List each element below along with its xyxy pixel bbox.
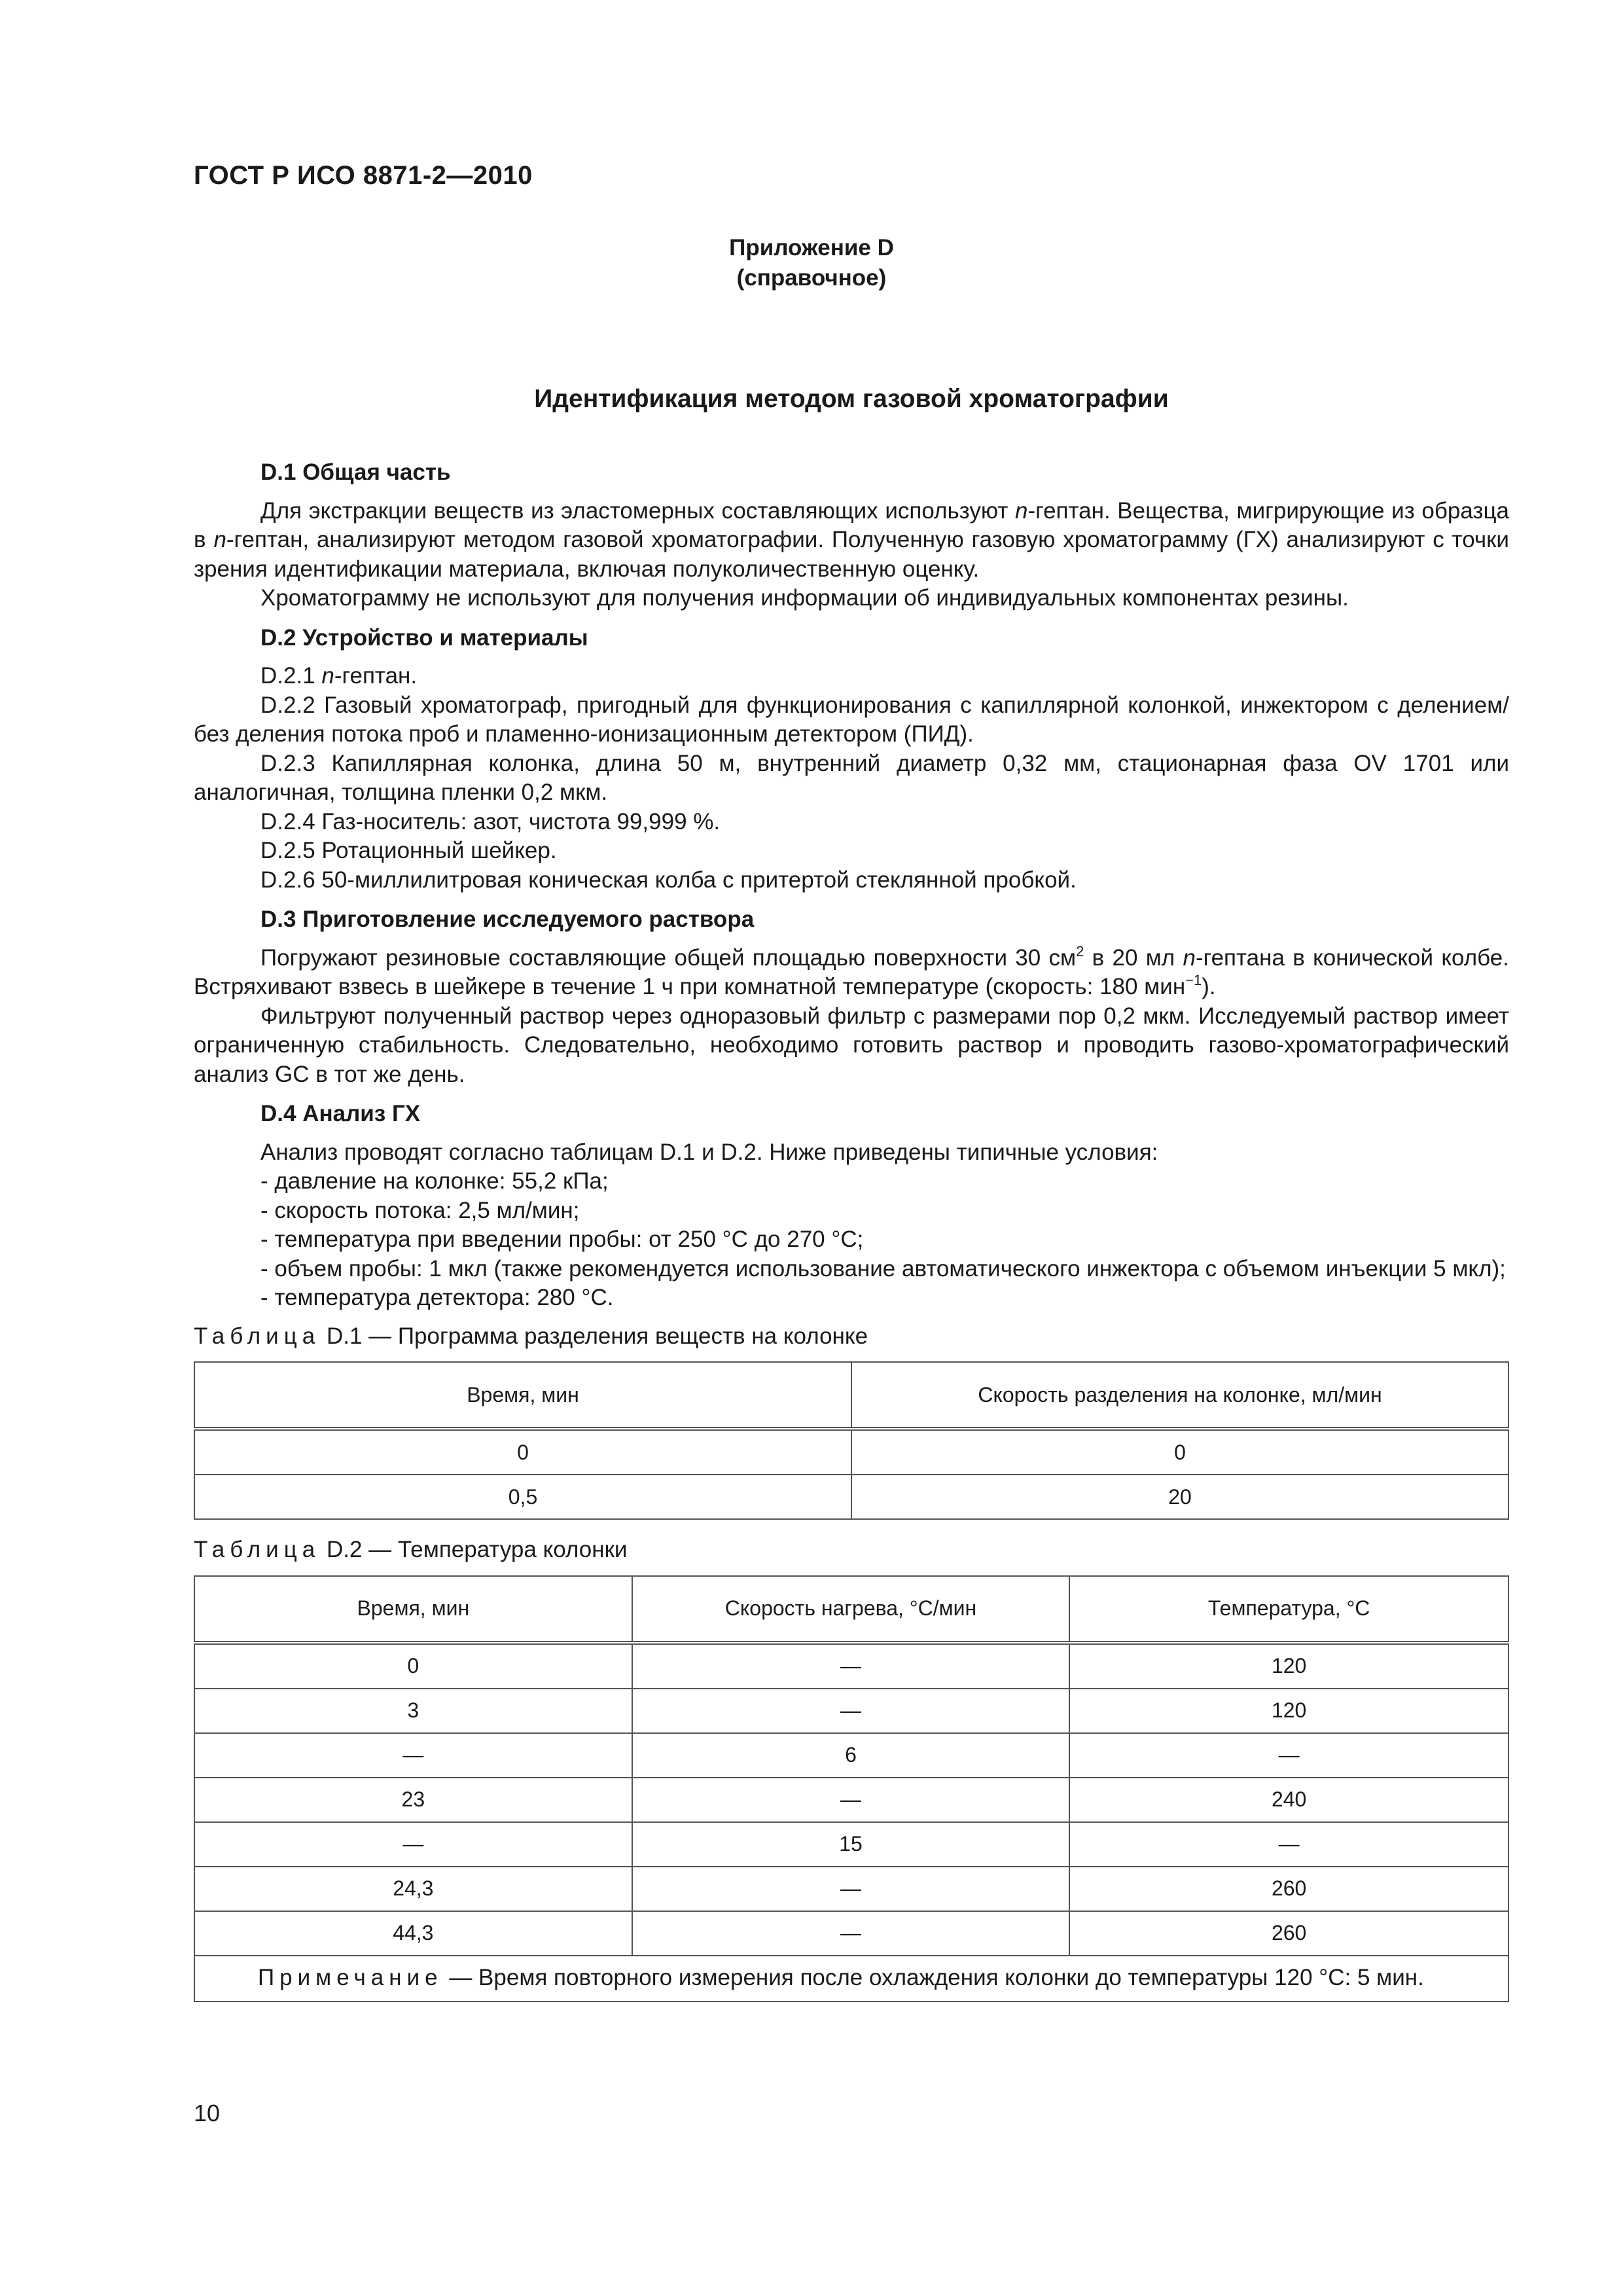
condition-sample-volume: - объем пробы: 1 мкл (также рекомендуется использование автоматического инжектора с объемом инъекции 5 мкл);: [260, 1255, 1506, 1282]
table-cell: —: [632, 1911, 1070, 1956]
standard-designation: ГОСТ Р ИСО 8871-2—2010: [194, 161, 533, 190]
table-cell: 260: [1069, 1867, 1508, 1911]
paragraph-d3-1: Погружают резиновые составляющие общей площадью поверхности 30 $см^2$ в 20 мл n-гептана в конической колбе. Встряхивают взвесь в шейкере в течение 1 ч при комнатной температуре (скорость: 180 мин$^{-1}$).: [194, 942, 1509, 999]
item-d2-3: D.2.3 Капиллярная колонка, длина 50 м, внутренний диаметр 0,32 мм, стационарная фаза OV 1701 или аналогичная, толщина пленки 0,2 мкм.: [194, 750, 1509, 805]
section-heading-d4: D.4 Анализ ГХ: [260, 1101, 421, 1126]
table-cell: —: [632, 1689, 1070, 1733]
table-header-cell: Время, мин: [194, 1576, 632, 1643]
table-cell: 0,5: [194, 1475, 851, 1519]
table-cell: 120: [1069, 1689, 1508, 1733]
item-d2-6: D.2.6 50-миллилитровая коническая колба с притертой стеклянной пробкой.: [260, 867, 1077, 893]
table-cell: 15: [632, 1822, 1070, 1867]
document-body: [194, 458, 1509, 2002]
table-cell: —: [194, 1733, 632, 1778]
condition-pressure: - давление на колонке: 55,2 кПа;: [260, 1168, 609, 1194]
table-header-cell: Скорость нагрева, °С/мин: [632, 1576, 1070, 1643]
table-cell: 240: [1069, 1778, 1508, 1822]
table-row: [194, 1867, 1508, 1911]
paragraph-d1-1: Для экстракции веществ из эластомерных составляющих используют n-гептан. Вещества, мигрирующие из образца в n-гептан, анализируют методом газовой хроматографии. Полученную газовую хроматограмму (ГХ) анализируют с точки зрения идентификации материала, включая полуколичественную оценку.: [194, 497, 1509, 582]
annex-label: [0, 233, 1623, 293]
item-d2-4: D.2.4 Газ-носитель: азот, чистота 99,999 %.: [260, 808, 721, 834]
table-d2: [194, 1575, 1509, 2002]
table-row: [194, 1689, 1508, 1733]
table-row: [194, 1429, 1508, 1475]
table-row: [194, 1911, 1508, 1956]
annex-heading: Идентификация методом газовой хроматографии: [534, 385, 1169, 413]
item-d2-5: D.2.5 Ротационный шейкер.: [260, 838, 557, 863]
section-heading-d3: D.3 Приготовление исследуемого раствора: [260, 906, 755, 932]
table-cell: 24,3: [194, 1867, 632, 1911]
table-cell: —: [1069, 1822, 1508, 1867]
table-cell: 3: [194, 1689, 632, 1733]
table-cell: —: [1069, 1733, 1508, 1778]
table-cell: 6: [632, 1733, 1070, 1778]
condition-flow: - скорость потока: 2,5 мл/мин;: [260, 1197, 580, 1223]
table-cell: —: [632, 1643, 1070, 1689]
table-cell: —: [194, 1822, 632, 1867]
table-cell: 260: [1069, 1911, 1508, 1956]
table-cell: 44,3: [194, 1911, 632, 1956]
item-d2-2: D.2.2 Газовый хроматограф, пригодный для функционирования с капиллярной колонкой, инжектором с делением/без деления потока проб и пламенно-ионизационным детектором (ПИД).: [194, 692, 1509, 747]
table-cell: 0: [851, 1429, 1508, 1475]
condition-injection-temp: - температура при введении пробы: от 250 °С до 270 °С;: [260, 1227, 864, 1252]
table-d1-caption: Таблица D.1 — Программа разделения веществ на колонке: [194, 1323, 868, 1349]
table-row: [194, 1733, 1508, 1778]
paragraph-d3-2: Фильтруют полученный раствор через одноразовый фильтр с размерами пор 0,2 мкм. Исследуемый раствор имеет ограниченную стабильность. Следовательно, необходимо готовить раствор и проводить газово-хроматографический анализ GC в тот же день.: [194, 1003, 1509, 1087]
paragraph-d4-intro: Анализ проводят согласно таблицам D.1 и D.2. Ниже приведены типичные условия:: [260, 1139, 1158, 1165]
table-cell: 23: [194, 1778, 632, 1822]
table-cell: 20: [851, 1475, 1508, 1519]
table-note-row: [194, 1956, 1508, 2001]
section-heading-d2: D.2 Устройство и материалы: [260, 624, 588, 651]
paragraph-d1-2: Хроматограмму не используют для получения информации об индивидуальных компонентах резины.: [260, 585, 1349, 611]
table-row: [194, 1822, 1508, 1867]
table-cell: —: [632, 1778, 1070, 1822]
item-d2-1: D.2.1 n-гептан.: [260, 663, 418, 689]
page-number: 10: [194, 2100, 221, 2126]
table-row: [194, 1475, 1508, 1519]
annex-title: Приложение D: [729, 235, 894, 260]
table-row: [194, 1778, 1508, 1822]
table-d2-caption: Таблица D.2 — Температура колонки: [194, 1537, 628, 1562]
condition-detector-temp: - температура детектора: 280 °С.: [260, 1285, 614, 1310]
section-heading-d1: D.1 Общая часть: [260, 459, 451, 485]
table-header-cell: Температура, °С: [1069, 1576, 1508, 1643]
table-header-cell: Скорость разделения на колонке, мл/мин: [851, 1362, 1508, 1429]
table-d1: [194, 1361, 1509, 1520]
annex-type: (справочное): [736, 265, 887, 291]
table-cell: 0: [194, 1643, 632, 1689]
table-note: Примечание — Время повторного измерения после охлаждения колонки до температуры 120 °С: 5 мин.: [194, 1956, 1508, 2001]
table-cell: 0: [194, 1429, 851, 1475]
table-header-cell: Время, мин: [194, 1362, 851, 1429]
table-row: [194, 1643, 1508, 1689]
table-cell: —: [632, 1867, 1070, 1911]
table-cell: 120: [1069, 1643, 1508, 1689]
